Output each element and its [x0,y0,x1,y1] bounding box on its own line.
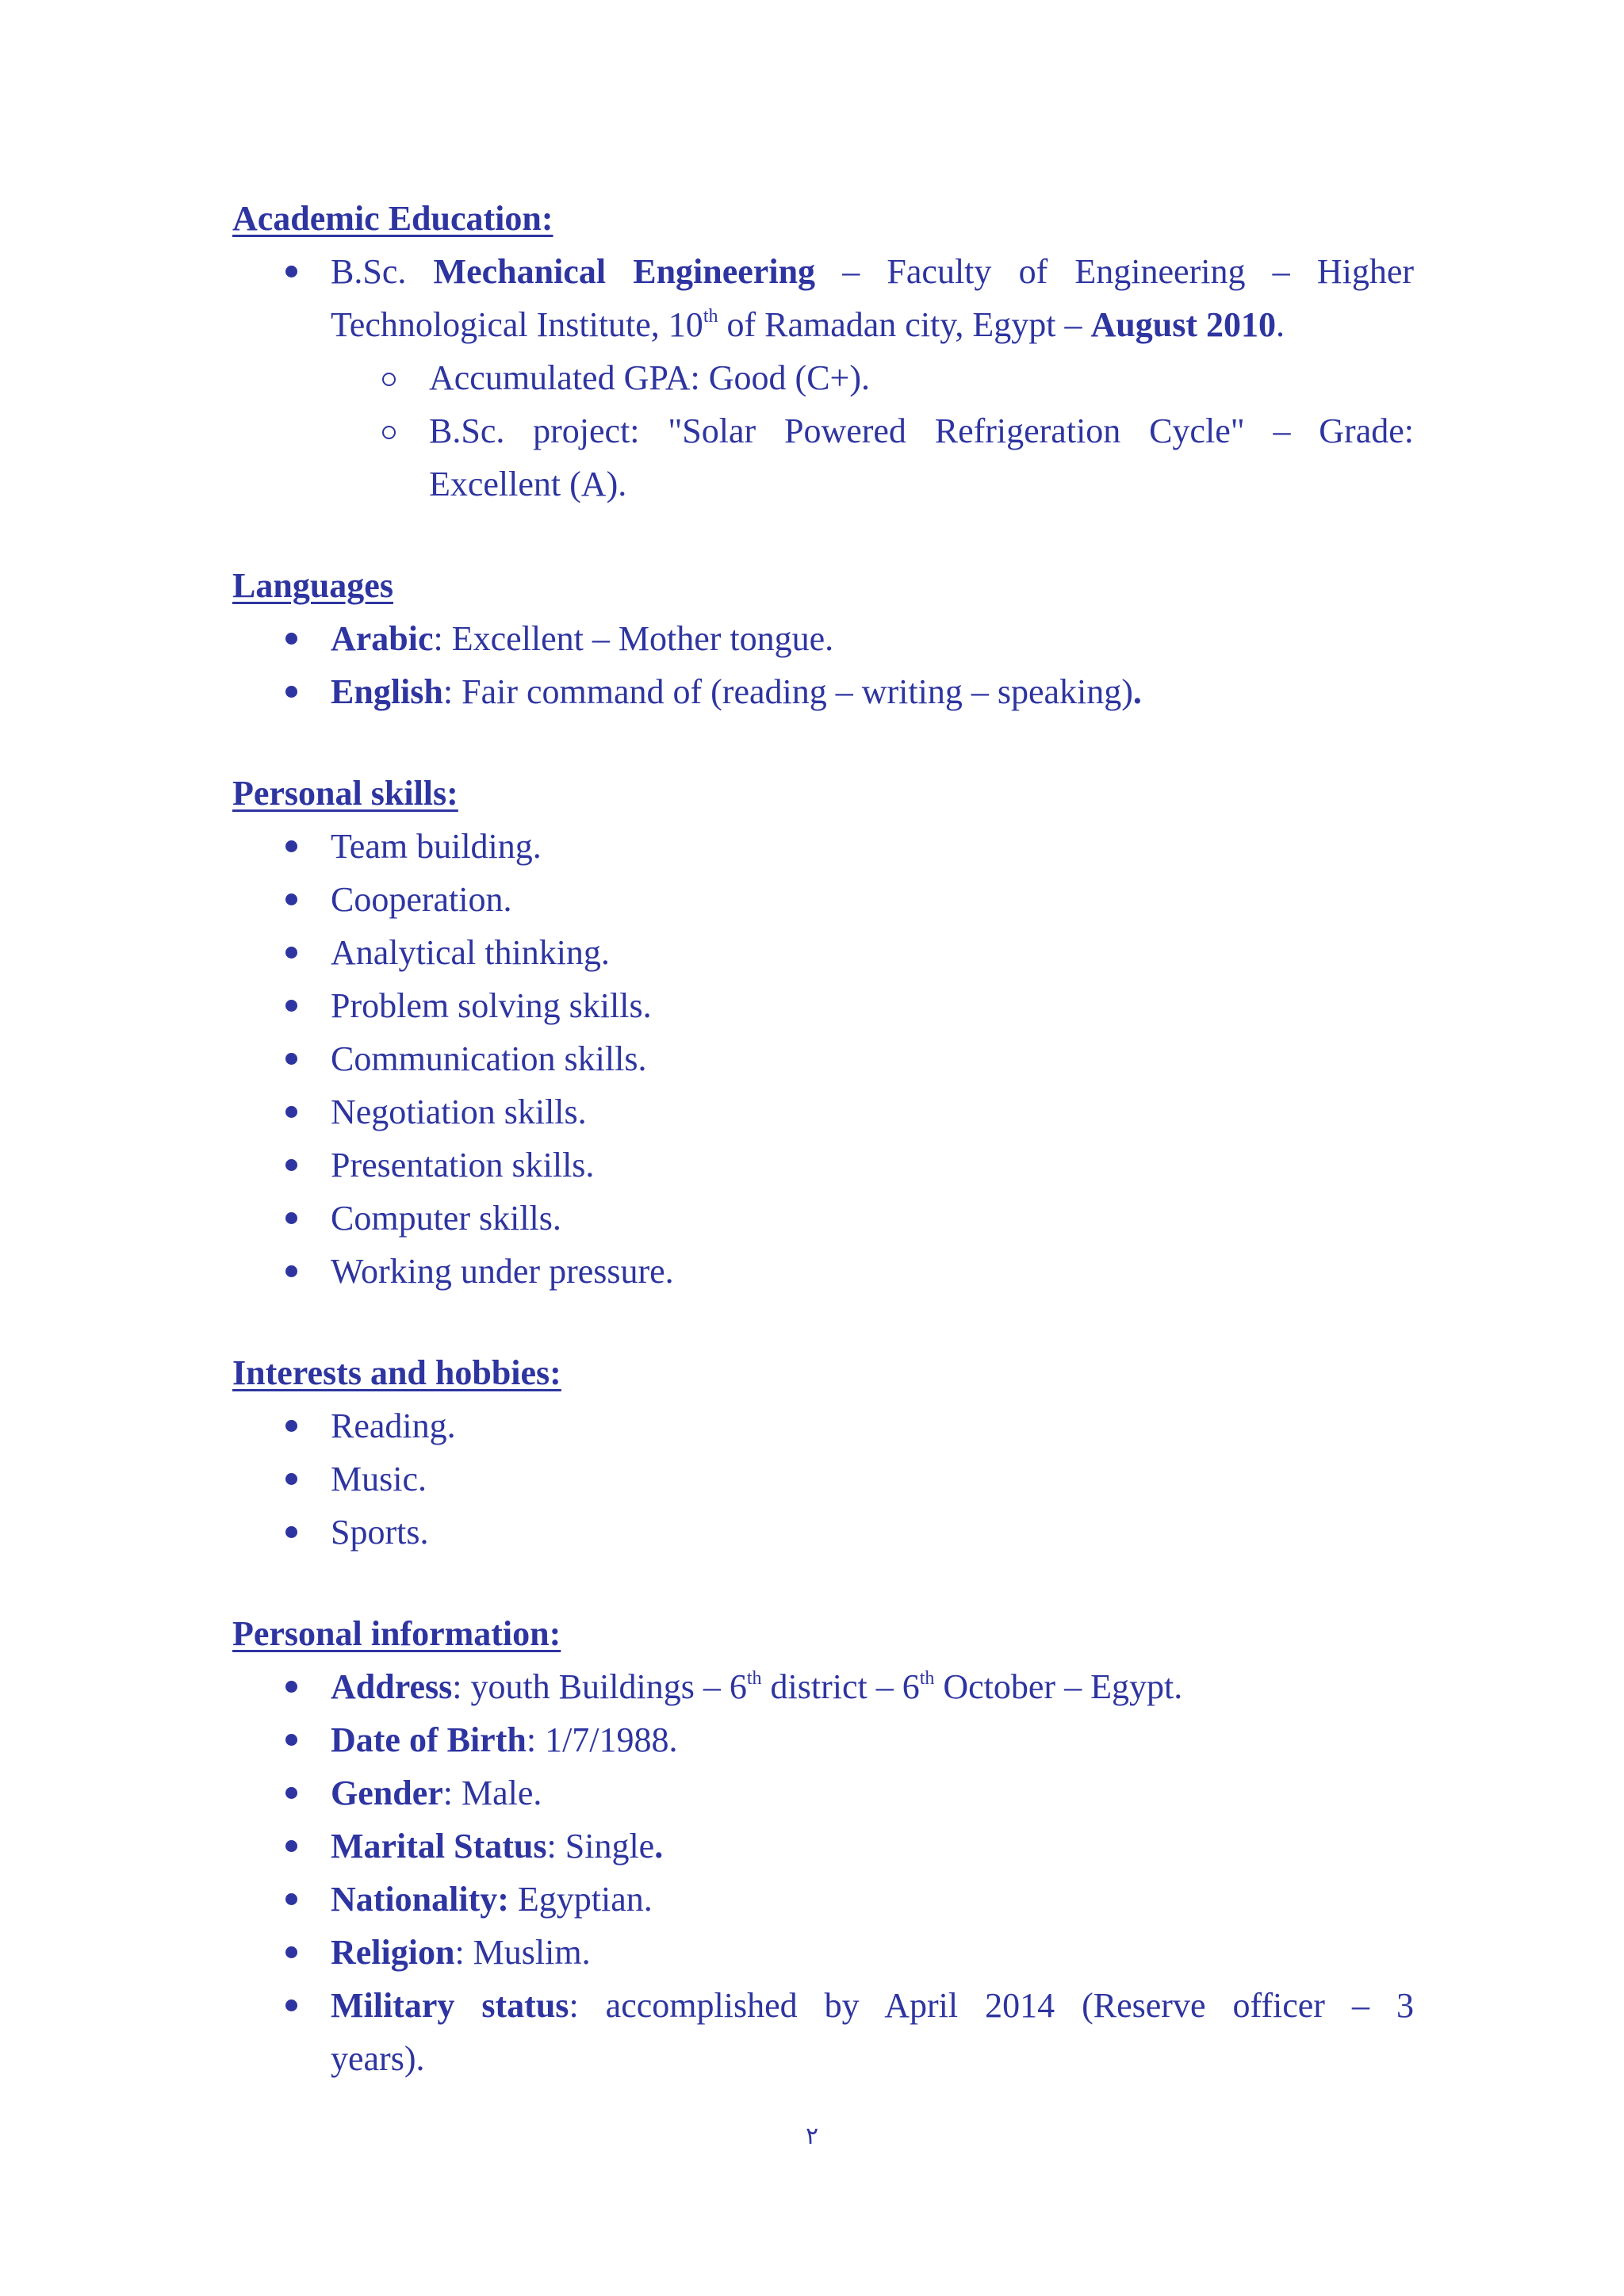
degree-ordinal: th [703,306,718,327]
marital-value: : Single [546,1827,655,1866]
address-sup-2: th [919,1668,935,1689]
language-value: : Fair command of (reading – writing – speaking) [442,672,1133,711]
degree-item [232,245,1414,351]
education-details [232,351,1414,511]
military-label: Military status [331,1986,569,2025]
project-item [232,404,1414,511]
hobbies-section [232,1346,1414,1559]
languages-list [232,612,1414,718]
nationality-item [232,1873,1414,1926]
degree-end: . [1276,305,1285,344]
degree-prefix: B.Sc. [331,252,407,291]
personal-list [232,1660,1414,2085]
skill-item: Problem solving skills. [232,979,1414,1032]
page-number: ٢ [805,2122,819,2150]
language-value: : Excellent – Mother tongue. [433,619,834,658]
section-gap [232,511,1414,559]
hobby-item: Music. [232,1452,1414,1506]
skills-heading: Personal skills: [232,774,458,813]
project-line1: B.Sc. project: "Solar Powered Refrigeration Cycle" – Grade: [429,411,1414,450]
religion-item [232,1926,1414,1979]
degree-date: August 2010 [1090,305,1277,344]
address-text-a: : youth Buildings – 6 [452,1667,747,1706]
cv-page [232,192,1414,2085]
hobby-item: Sports. [232,1506,1414,1559]
language-label: English [331,672,443,711]
marital-item [232,1820,1414,1873]
languages-heading: Languages [232,566,393,605]
section-gap [232,1298,1414,1346]
project-line2: Excellent (A). [429,465,627,503]
military-value: : accomplished by April 2014 (Reserve officer – 3 [569,1986,1415,2025]
degree-institution-a: – Faculty of Engineering – Higher Technological Institute, 10 [331,252,1414,344]
language-label: Arabic [331,619,434,658]
skill-item: Cooperation. [232,873,1414,926]
nationality-label: Nationality: [331,1880,509,1919]
personal-heading: Personal information: [232,1614,561,1653]
military-item [232,1979,1414,2085]
gender-value: : Male. [442,1774,542,1812]
address-sup-1: th [746,1668,762,1689]
nationality-value: Egyptian. [508,1880,653,1919]
skill-item: Analytical thinking. [232,926,1414,979]
address-item [232,1660,1414,1713]
degree-institution-b: of Ramadan city, Egypt – [718,305,1091,344]
address-label: Address [331,1667,453,1706]
gender-label: Gender [331,1774,443,1812]
gpa-text: Accumulated GPA: Good (C+). [429,358,871,397]
address-text-c: October – Egypt. [934,1667,1183,1706]
dob-item [232,1713,1414,1766]
skill-item: Negotiation skills. [232,1085,1414,1138]
skill-item: Team building. [232,820,1414,873]
education-heading: Academic Education: [232,199,553,238]
gpa-item [232,351,1414,404]
religion-value: : Muslim. [454,1933,591,1972]
language-end: . [1132,672,1142,711]
religion-label: Religion [331,1933,455,1972]
hobby-item: Reading. [232,1399,1414,1452]
skill-item: Computer skills. [232,1192,1414,1245]
skills-section [232,767,1414,1298]
dob-label: Date of Birth [331,1720,527,1759]
gender-item [232,1766,1414,1820]
marital-end: . [654,1827,664,1866]
address-text-b: district – 6 [761,1667,920,1706]
language-item [232,612,1414,665]
hobbies-heading: Interests and hobbies: [232,1353,561,1392]
education-list [232,245,1414,351]
degree-major: Mechanical Engineering [433,252,816,291]
education-section [232,192,1414,511]
skill-item: Presentation skills. [232,1138,1414,1192]
dob-value: : 1/7/1988. [526,1720,678,1759]
skills-list [232,820,1414,1298]
hobbies-list [232,1399,1414,1559]
skill-item: Working under pressure. [232,1245,1414,1298]
section-gap [232,1559,1414,1607]
skill-item: Communication skills. [232,1032,1414,1085]
marital-label: Marital Status [331,1827,547,1866]
languages-section [232,559,1414,718]
military-line1 [331,1979,1414,2032]
section-gap [232,718,1414,767]
language-item [232,665,1414,718]
military-line2: years). [331,2039,425,2078]
personal-section [232,1607,1414,2085]
